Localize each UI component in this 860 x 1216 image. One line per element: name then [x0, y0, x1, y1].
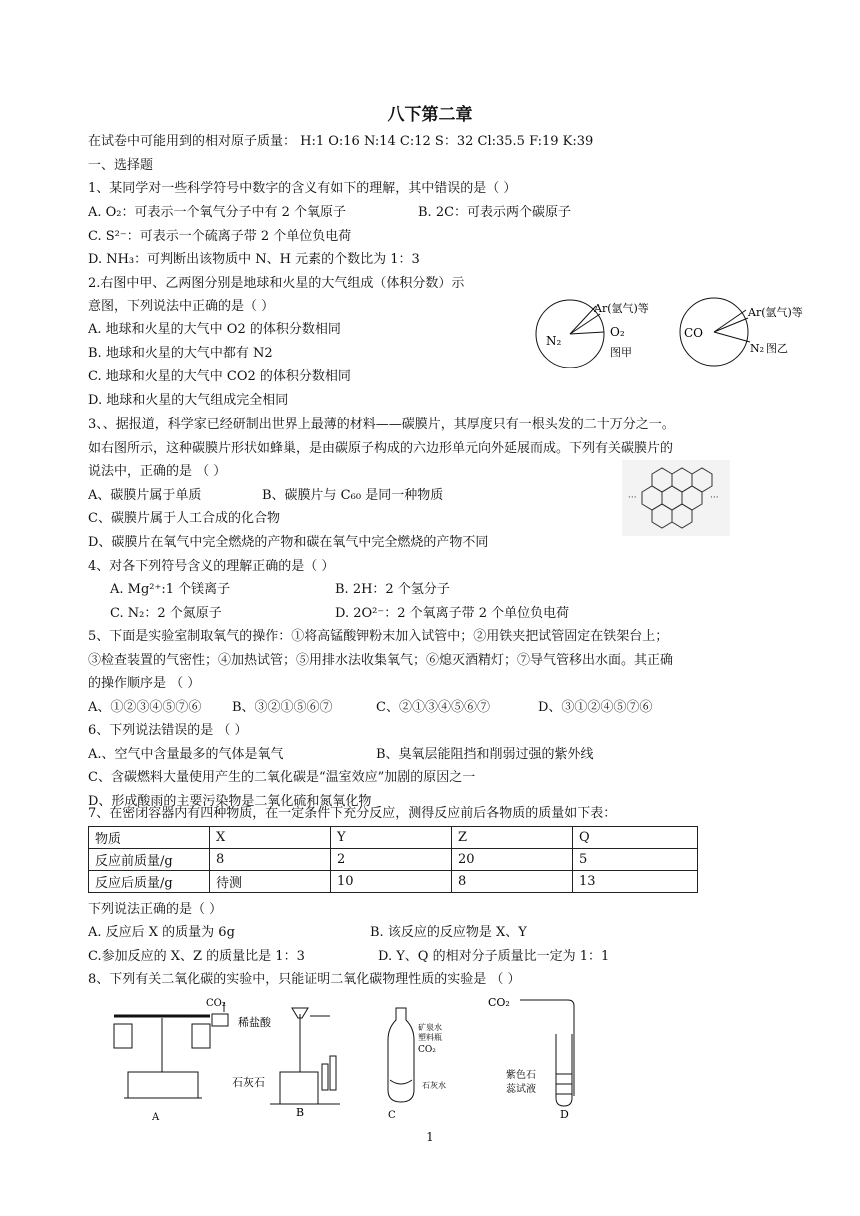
honeycomb-figure — [622, 460, 730, 536]
fig-a-o2-label: O₂ — [610, 325, 625, 339]
q6-option-a: A.、空气中含量最多的气体是氧气 — [88, 747, 284, 762]
experiment-a-balance — [114, 1002, 228, 1098]
q7-option-d: D. Y、Q 的相对分子质量比一定为 1：1 — [378, 949, 610, 964]
q1-option-a: A. O₂：可表示一个氧气分子中有 2 个氧原子 — [88, 205, 347, 220]
exp-d-litmus-label-2: 蕊试液 — [506, 1084, 536, 1095]
fig-b-ar-label: Ar(氩气)等 — [748, 306, 803, 319]
q3-option-b: B、碳膜片与 C₆₀ 是同一种物质 — [262, 488, 444, 503]
mass-table — [88, 826, 698, 893]
exp-d-litmus-label-1: 紫色石 — [506, 1070, 536, 1081]
q5-option-a: A、①②③④⑤⑦⑥ — [88, 700, 202, 715]
q5-option-c: C、②①③④⑤⑥⑦ — [376, 700, 490, 715]
table-cell: 物质 — [89, 827, 210, 849]
exp-c-caption: C — [388, 1110, 396, 1121]
exp-a-caption: A — [152, 1112, 160, 1123]
page-title: 八下第二章 — [387, 105, 473, 125]
q5-option-d: D、③①②④⑤⑦⑥ — [538, 700, 653, 715]
table-cell: 5 — [573, 849, 698, 871]
table-row — [89, 871, 698, 893]
page-number: 1 — [426, 1130, 434, 1144]
exp-c-co2-label: CO₂ — [418, 1045, 436, 1055]
q1-option-b: B. 2C：可表示两个碳原子 — [418, 205, 572, 220]
svg-text:···: ··· — [710, 493, 719, 503]
q2-option-c: C. 地球和火星的大气中 CO2 的体积分数相同 — [88, 369, 351, 384]
q2-option-b: B. 地球和火星的大气中都有 N2 — [88, 346, 273, 361]
atomic-mass-line: 在试卷中可能用到的相对原子质量： H:1 O:16 N:14 C:12 S：32 Cl:35.5 F:19 K:39 — [88, 134, 594, 149]
q1-stem: 1、某同学对一些科学符号中数字的含义有如下的理解，其中错误的是（ ） — [88, 181, 517, 196]
table-cell: Z — [452, 827, 573, 849]
q4-option-a: A. Mg²⁺:1 个镁离子 — [110, 582, 231, 597]
exp-c-lime-label: 石灰水 — [422, 1081, 446, 1090]
fig-a-n2-label: N₂ — [546, 334, 562, 348]
q7-stem: 7、在密闭容器内有四种物质，在一定条件下充分反应，测得反应前后各物质的质量如下表： — [88, 806, 617, 821]
fig-b-co-label: CO — [684, 326, 704, 340]
q7-option-a: A. 反应后 X 的质量为 6g — [88, 925, 235, 940]
exp-d-co2-label: CO₂ — [488, 996, 510, 1009]
experiment-b-apparatus — [270, 1008, 340, 1104]
table-row — [89, 849, 698, 871]
table-cell: Q — [573, 827, 698, 849]
atmosphere-figure — [528, 296, 818, 368]
q1-option-d: D. NH₃：可判断出该物质中 N、H 元素的个数比为 1：3 — [88, 252, 420, 267]
q4-option-d: D. 2O²⁻：2 个氧离子带 2 个单位负电荷 — [335, 606, 570, 621]
q3-option-d: D、碳膜片在氧气中完全燃烧的产物和碳在氧气中完全燃烧的产物不同 — [88, 535, 489, 550]
table-cell: 反应前质量/g — [89, 849, 210, 871]
exp-b-caption: B — [296, 1106, 305, 1119]
q5-option-b: B、③②①⑤⑥⑦ — [232, 700, 333, 715]
exp-c-bottle-label-2: 塑料瓶 — [418, 1033, 442, 1042]
svg-text:···: ··· — [628, 493, 637, 503]
fig-a-ar-label: Ar(氩气)等 — [594, 302, 649, 315]
exp-c-bottle-label-1: 矿泉水 — [418, 1023, 442, 1032]
q2-option-a: A. 地球和火星的大气中 O2 的体积分数相同 — [88, 322, 341, 337]
table-cell: 20 — [452, 849, 573, 871]
fig-a-caption: 图甲 — [610, 346, 632, 359]
q4-option-c: C. N₂：2 个氮原子 — [110, 606, 222, 621]
fig-b-caption: 图乙 — [766, 342, 788, 355]
experiment-c-bottle — [388, 1008, 414, 1102]
table-cell: 2 — [331, 849, 452, 871]
q5-stem-1: 5、下面是实验室制取氧气的操作：①将高锰酸钾粉末加入试管中；②用铁夹把试管固定在铁架台上； — [88, 629, 669, 644]
table-cell: 10 — [331, 871, 452, 893]
table-cell: 8 — [210, 849, 331, 871]
q6-option-b: B、臭氧层能阻挡和削弱过强的紫外线 — [376, 747, 594, 762]
table-cell: 8 — [452, 871, 573, 893]
exp-d-caption: D — [560, 1108, 569, 1121]
q7-option-b: B. 该反应的反应物是 X、Y — [370, 925, 527, 940]
co2-experiments-figure — [100, 994, 620, 1124]
q3-stem-3: 说法中，正确的是 （ ） — [88, 464, 227, 479]
q6-stem: 6、下列说法错误的是 （ ） — [88, 723, 248, 738]
q8-stem: 8、下列有关二氧化碳的实验中，只能证明二氧化碳物理性质的实验是 （ ） — [88, 972, 521, 987]
q4-option-b: B. 2H：2 个氢分子 — [335, 582, 450, 597]
fig-b-n2-label: N₂ — [750, 342, 765, 355]
q1-option-c: C. S²⁻：可表示一个硫离子带 2 个单位负电荷 — [88, 229, 352, 244]
section-heading: 一、选择题 — [88, 158, 154, 173]
exp-b-acid-label: 稀盐酸 — [238, 1016, 271, 1029]
q3-stem-1: 3、、据报道，科学家已经研制出世界上最薄的材料——碳膜片，其厚度只有一根头发的二十万分之一。 — [88, 417, 675, 432]
q7-stem-2: 下列说法正确的是（ ） — [88, 902, 223, 917]
q3-option-a: A、碳膜片属于单质 — [88, 488, 202, 503]
q2-stem-1: 2.右图中甲、乙两图分别是地球和火星的大气组成（体积分数）示 — [88, 276, 465, 291]
q3-stem-2: 如右图所示，这种碳膜片形状如蜂巢，是由碳原子构成的六边形单元向外延展而成。下列有关碳膜片的 — [88, 441, 674, 456]
table-cell: X — [210, 827, 331, 849]
q5-stem-3: 的操作顺序是 （ ） — [88, 676, 201, 691]
table-cell: Y — [331, 827, 452, 849]
q2-option-d: D. 地球和火星的大气组成完全相同 — [88, 393, 289, 408]
exp-b-stone-label: 石灰石 — [232, 1076, 265, 1089]
q5-stem-2: ③检查装置的气密性；④加热试管；⑤用排水法收集氧气；⑥熄灭酒精灯；⑦导气管移出水面。其正确 — [88, 653, 674, 668]
table-row — [89, 827, 698, 849]
q7-option-c: C.参加反应的 X、Z 的质量比是 1：3 — [88, 949, 305, 964]
q4-stem: 4、对各下列符号含义的理解正确的是（ ） — [88, 559, 335, 574]
exp-a-co2-label: CO₂ — [206, 998, 226, 1009]
q3-option-c: C、碳膜片属于人工合成的化合物 — [88, 511, 280, 526]
table-cell: 待测 — [210, 871, 331, 893]
q6-option-d: D、形成酸雨的主要污染物是二氧化硫和氮氧化物 — [88, 794, 372, 809]
q6-option-c: C、含碳燃料大量使用产生的二氧化碳是“温室效应”加剧的原因之一 — [88, 770, 476, 785]
q2-stem-2: 意图，下列说法中正确的是（ ） — [88, 299, 275, 314]
table-cell: 反应后质量/g — [89, 871, 210, 893]
table-cell: 13 — [573, 871, 698, 893]
